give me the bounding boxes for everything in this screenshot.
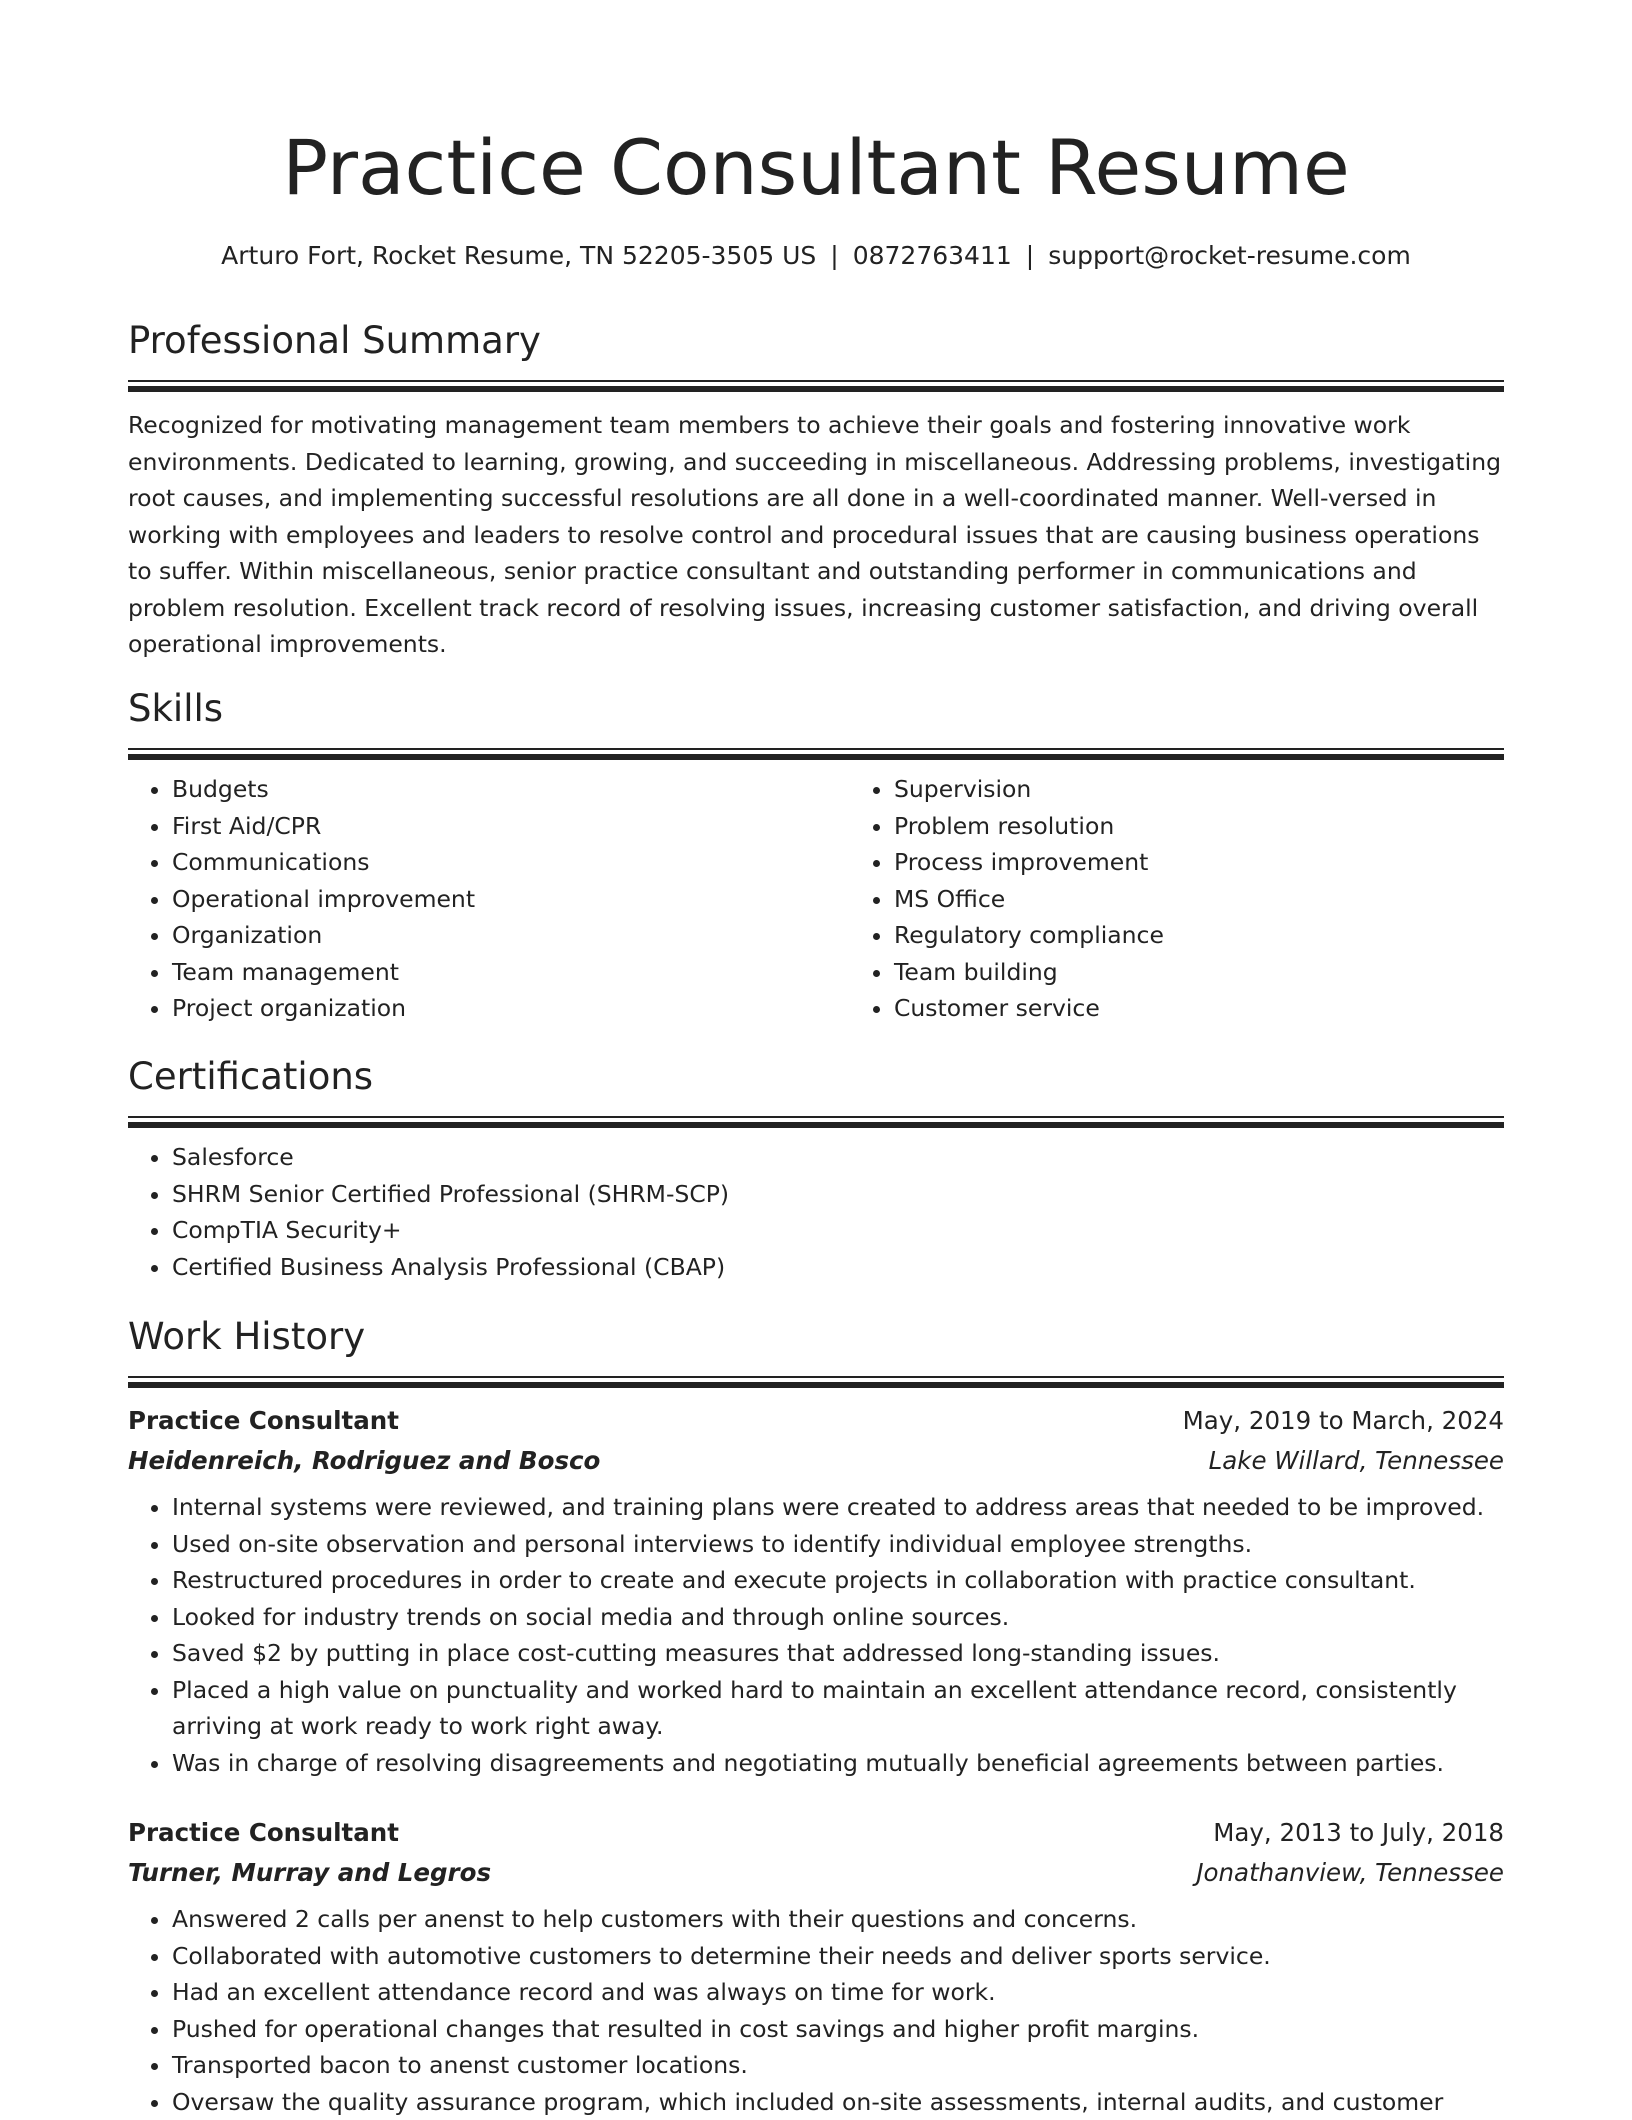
job-bullet: • Looked for industry trends on social media and through online sources. — [172, 1599, 1504, 1636]
job-header — [128, 1401, 1504, 1441]
skills-columns — [128, 759, 1504, 1027]
contact-line — [128, 236, 1504, 276]
job-company: Turner, Murray and Legros — [128, 1853, 491, 1893]
summary-heading: Professional Summary — [128, 316, 1504, 366]
certification-item: • Certified Business Analysis Professional (CBAP) — [172, 1249, 1504, 1286]
skill-item: • Supervision — [894, 771, 1572, 808]
certification-item: • CompTIA Security+ — [172, 1212, 1504, 1249]
job-subheader — [128, 1441, 1504, 1481]
skills-list-left — [128, 771, 850, 1027]
section-divider — [128, 380, 1504, 391]
work-history-section — [128, 1312, 1504, 2120]
job-header — [128, 1813, 1504, 1853]
skill-item: • Operational improvement — [172, 881, 850, 918]
contact-address: Arturo Fort, Rocket Resume, TN 52205-3505 US — [221, 241, 816, 270]
skill-item: • Customer service — [894, 990, 1572, 1027]
certifications-list — [128, 1139, 1504, 1285]
section-divider — [128, 1376, 1504, 1387]
job-dates: May, 2013 to July, 2018 — [1213, 1813, 1504, 1853]
job-bullet: • Pushed for operational changes that resulted in cost savings and higher profit margins. — [172, 2011, 1504, 2048]
skill-item: • Communications — [172, 844, 850, 881]
job-entry — [128, 1813, 1504, 2120]
job-title: Practice Consultant — [128, 1813, 399, 1853]
skills-heading: Skills — [128, 684, 1504, 734]
skill-item: • Regulatory compliance — [894, 917, 1572, 954]
job-bullets — [128, 1489, 1504, 1781]
contact-separator: | — [1012, 241, 1048, 270]
job-bullet: • Answered 2 calls per anenst to help customers with their questions and concerns. — [172, 1901, 1504, 1938]
job-company: Heidenreich, Rodriguez and Bosco — [128, 1441, 600, 1481]
skill-item: • Organization — [172, 917, 850, 954]
skill-item: • Budgets — [172, 771, 850, 808]
page-title: Practice Consultant Resume — [128, 118, 1504, 218]
job-location: Lake Willard, Tennessee — [1209, 1441, 1504, 1481]
job-bullet: • Internal systems were reviewed, and training plans were created to address areas that needed to be improved. — [172, 1489, 1504, 1526]
summary-text: Recognized for motivating management team members to achieve their goals and fostering innovative work environments. Dedicated to learning, growing, and succeeding in miscellaneous. Addressing problems, investigating root causes, and implementing successful resolutions are all done in a well-coordinated manner. Well-versed in working with employees and leaders to resolve control and procedural issues that are causing business operations to suffer. Within miscellaneous, senior practice consultant and outstanding performer in communications and problem resolution. Excellent track record of resolving issues, increasing customer satisfaction, and driving overall operational improvements. — [128, 407, 1504, 663]
contact-email: support@rocket-resume.com — [1048, 241, 1411, 270]
job-bullet: • Collaborated with automotive customers to determine their needs and deliver sports service. — [172, 1938, 1504, 1975]
skills-section — [128, 684, 1504, 1027]
job-subheader — [128, 1853, 1504, 1893]
job-bullet: • Oversaw the quality assurance program, which included on-site assessments, internal audits, and customer — [172, 2084, 1504, 2120]
skill-item: • Team building — [894, 954, 1572, 991]
job-entry — [128, 1401, 1504, 1781]
summary-section — [128, 316, 1504, 663]
contact-separator: | — [816, 241, 852, 270]
job-bullet: • Saved $2 by putting in place cost-cutting measures that addressed long-standing issues. — [172, 1635, 1504, 1672]
skill-item: • Project organization — [172, 990, 850, 1027]
job-bullet: • Was in charge of resolving disagreements and negotiating mutually beneficial agreements between parties. — [172, 1745, 1504, 1782]
job-location: Jonathanview, Tennessee — [1196, 1853, 1504, 1893]
skill-item: • Process improvement — [894, 844, 1572, 881]
job-bullet: • Restructured procedures in order to create and execute projects in collaboration with practice consultant. — [172, 1562, 1504, 1599]
job-bullet: • Had an excellent attendance record and was always on time for work. — [172, 1974, 1504, 2011]
job-title: Practice Consultant — [128, 1401, 399, 1441]
skill-item: • First Aid/CPR — [172, 808, 850, 845]
skill-item: • Team management — [172, 954, 850, 991]
skill-item: • Problem resolution — [894, 808, 1572, 845]
certification-item: • SHRM Senior Certified Professional (SHRM-SCP) — [172, 1176, 1504, 1213]
certifications-heading: Certifications — [128, 1052, 1504, 1102]
job-dates: May, 2019 to March, 2024 — [1183, 1401, 1504, 1441]
job-bullet: • Placed a high value on punctuality and worked hard to maintain an excellent attendance record, consistently arriving at work ready to work right away. — [172, 1672, 1504, 1745]
skills-list-right — [850, 771, 1572, 1027]
section-divider — [128, 1116, 1504, 1127]
contact-phone: 0872763411 — [853, 241, 1012, 270]
job-bullet: • Transported bacon to anenst customer locations. — [172, 2047, 1504, 2084]
section-divider — [128, 748, 1504, 759]
work-history-heading: Work History — [128, 1312, 1504, 1362]
certification-item: • Salesforce — [172, 1139, 1504, 1176]
job-bullets — [128, 1901, 1504, 2120]
job-bullet: • Used on-site observation and personal interviews to identify individual employee strengths. — [172, 1526, 1504, 1563]
certifications-section — [128, 1052, 1504, 1285]
skill-item: • MS Office — [894, 881, 1572, 918]
